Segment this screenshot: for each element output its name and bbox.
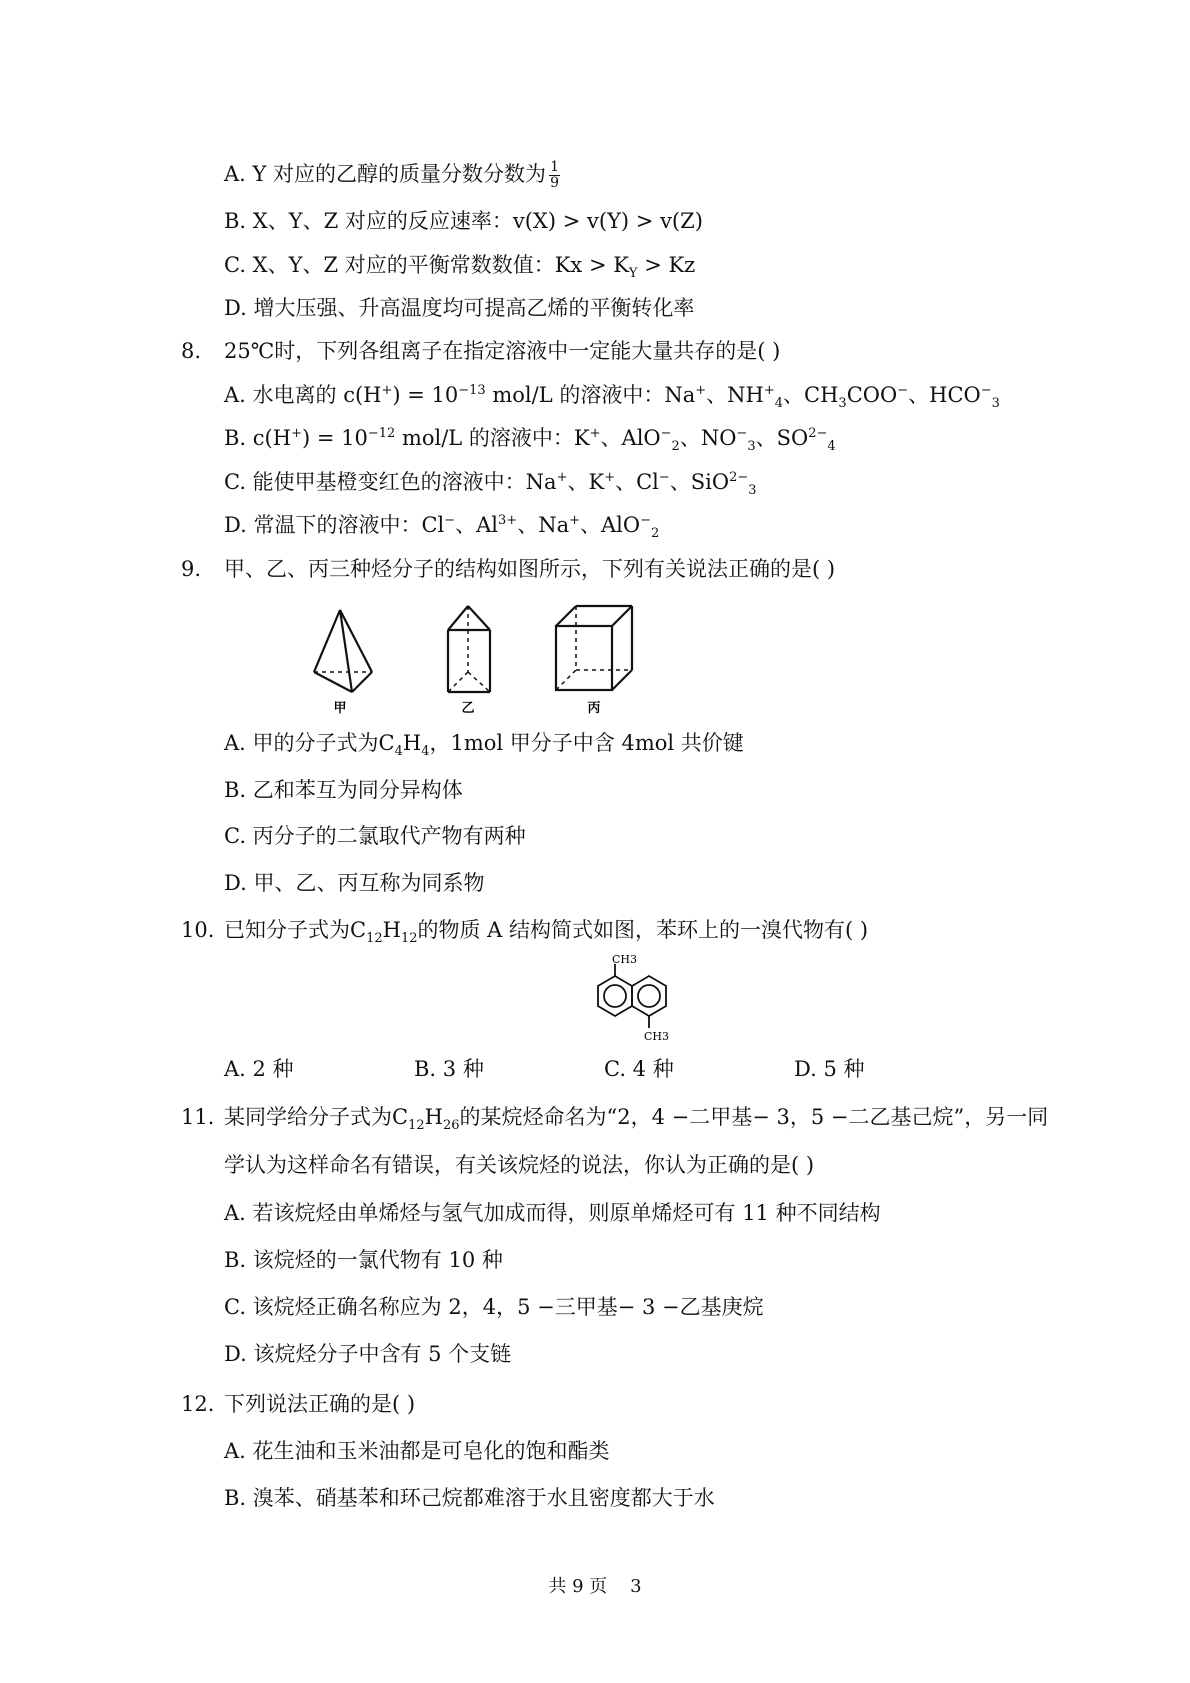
q7-option-b: B. X、Y、Z 对应的反应速率：v(X) > v(Y) > v(Z) — [224, 209, 703, 233]
question-8 — [0, 337, 1190, 365]
q7-option-d: D. 增大压强、升高温度均可提高乙烯的平衡转化率 — [224, 296, 695, 320]
q11-option-c: C. 该烷烃正确名称应为 2，4，5 −三甲基− 3 −乙基庚烷 — [224, 1295, 764, 1319]
question-number: 8. — [181, 339, 202, 363]
q10-option-a: A. 2 种 — [224, 1057, 294, 1081]
dimethylnaphthalene-structure — [580, 954, 690, 1046]
q9-option-a: A. 甲的分子式为$C_4H_4$，1mol 甲分子中含 4mol 共价键 — [224, 731, 744, 760]
q7-option-a: A. Y 对应的乙醇的质量分数分数为 $\frac{1}{9}$ — [224, 159, 559, 191]
methyl-bottom-label: CH3 — [644, 1030, 670, 1043]
q7-option-c: C. X、Y、Z 对应的平衡常数数值：$Kx > K_Y > Kz$ — [224, 253, 696, 282]
q8-option-b: B. $c(H^+) = 10^{-12}$ mol/L 的溶液中：K+、AlO−$_2$、$NO^-_3$、$SO^{2-}_4$ — [224, 426, 836, 455]
q11-stem-continued: 学认为这样命名有错误，有关该烷烃的说法，你认为正确的是( ) — [224, 1153, 815, 1177]
q10-option-c: C. 4 种 — [604, 1057, 674, 1081]
cube-structure — [556, 606, 632, 690]
q9-option-d: D. 甲、乙、丙互称为同系物 — [224, 871, 485, 895]
hydrocarbon-structures-figure — [300, 600, 700, 716]
question-12 — [0, 1390, 1190, 1418]
q11-option-a: A. 若该烷烃由单烯烃与氢气加成而得，则原单烯烃可有 11 种不同结构 — [224, 1201, 881, 1225]
question-number: 11. — [181, 1105, 215, 1129]
q9-option-b: B. 乙和苯互为同分异构体 — [224, 778, 463, 802]
label-jia: 甲 — [333, 701, 347, 716]
label-yi: 乙 — [461, 701, 475, 716]
question-10 — [0, 916, 1190, 947]
question-stem: 甲、乙、丙三种烃分子的结构如图所示，下列有关说法正确的是( ) — [224, 557, 836, 581]
methyl-top-label: CH3 — [612, 954, 638, 966]
question-stem: 某同学给分子式为$C_{12}H_{26}$的某烷烃命名为“2，4 −二甲基− 3，5 −二乙基己烷”，另一同 — [224, 1105, 1049, 1134]
page-number: 3 — [630, 1576, 642, 1597]
prism-structure — [448, 606, 490, 692]
total-pages: 共 9 页 — [548, 1576, 608, 1597]
q8-option-d: D. 常温下的溶液中：Cl−、$Al^{3+}$、Na+、AlO−$_2$ — [224, 513, 660, 542]
question-11 — [0, 1103, 1190, 1134]
q8-option-a: A. 水电离的 $c(H^+) = 10^{-13}$ mol/L 的溶液中：Na+、$NH^+_4$、$CH_3COO^-$、$HCO^-_3$ — [224, 383, 1000, 412]
page-footer — [0, 1572, 1190, 1598]
question-9 — [0, 555, 1190, 583]
question-stem: 已知分子式为$C_{12}H_{12}$的物质 A 结构简式如图，苯环上的一溴代物有( ) — [224, 918, 869, 947]
q9-option-c: C. 丙分子的二氯取代产物有两种 — [224, 824, 526, 848]
q10-option-d: D. 5 种 — [794, 1057, 865, 1081]
q12-option-b: B. 溴苯、硝基苯和环己烷都难溶于水且密度都大于水 — [224, 1486, 715, 1510]
question-number: 9. — [181, 557, 202, 581]
label-bing: 丙 — [587, 701, 601, 716]
question-number: 12. — [181, 1392, 215, 1416]
question-number: 10. — [181, 918, 215, 942]
tetrahedron-structure — [314, 610, 372, 692]
fraction: $\frac{1}{9}$ — [550, 159, 559, 191]
q11-option-d: D. 该烷烃分子中含有 5 个支链 — [224, 1342, 512, 1366]
q11-option-b: B. 该烷烃的一氯代物有 10 种 — [224, 1248, 503, 1272]
question-stem: 下列说法正确的是( ) — [224, 1392, 416, 1416]
q10-option-b: B. 3 种 — [414, 1057, 484, 1081]
q8-option-c: C. 能使甲基橙变红色的溶液中：Na+、K+、Cl−、SiO$^{2-}_3$ — [224, 470, 757, 499]
question-stem: 25℃时，下列各组离子在指定溶液中一定能大量共存的是( ) — [224, 339, 781, 363]
q12-option-a: A. 花生油和玉米油都是可皂化的饱和酯类 — [224, 1439, 610, 1463]
